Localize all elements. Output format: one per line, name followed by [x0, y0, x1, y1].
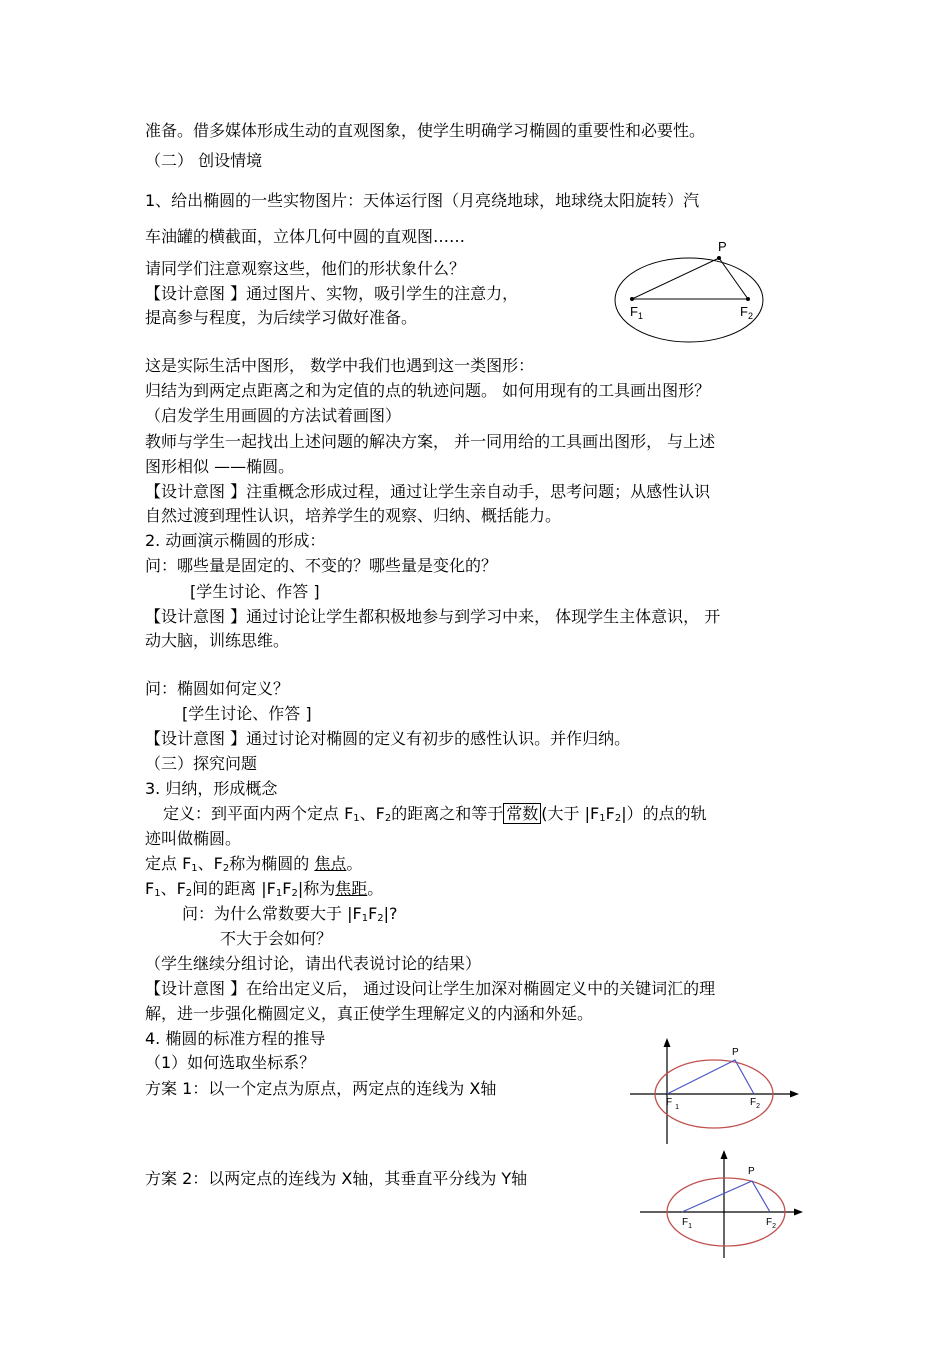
design-intent: 【设计意图 】通过图片、实物，吸引学生的注意力， [145, 284, 519, 303]
student-activity: [学生讨论、作答 ] [182, 704, 312, 723]
term-focal-distance: 焦距 [335, 879, 368, 898]
label-f1: $F_1$ [630, 304, 643, 321]
text-line: 归结为到两定点距离之和为定值的点的轨迹问题。 如何用现有的工具画出图形？ [145, 381, 711, 400]
text-line: 迹叫做椭圆。 [145, 829, 242, 848]
scheme-2: 方案 2：以两定点的连线为 X轴，其垂直平分线为 Y轴 [145, 1169, 528, 1188]
text-line: 3. 归纳，形成概念 [145, 779, 278, 798]
constant-box: 常数 [503, 803, 541, 824]
student-activity: [学生讨论、作答 ] [190, 582, 320, 601]
design-intent: 【设计意图 】通过讨论让学生都积极地参与到学习中来， 体现学生主体意识， 开 [145, 607, 721, 626]
section-heading: （二） 创设情境 [145, 151, 263, 170]
definition-line: 定义：到平面内两个定点 $F_1$、$F_2$的距离之和等于 常数 (大于 $|F_1F_2|$）的点的轨 [163, 804, 707, 824]
scheme-1: 方案 1：以一个定点为原点，两定点的连线为 X轴 [145, 1079, 497, 1098]
section-heading: （三）探究问题 [145, 754, 258, 773]
point-f2 [746, 297, 750, 301]
text-line: 1、给出椭圆的一些实物图片：天体运行图（月亮绕地球，地球绕太阳旋转）汽 [145, 191, 700, 210]
focal-distance-definition: $F_1$、$F_2$间的距离 $|F_1F_2|$称为焦距。 [145, 879, 384, 899]
text-line: （启发学生用画圆的方法试着画图） [145, 406, 402, 425]
question-line: 问：哪些量是固定的、不变的？哪些量是变化的？ [145, 556, 498, 575]
question-line: 问：椭圆如何定义？ [145, 679, 290, 698]
text-line: 4. 椭圆的标准方程的推导 [145, 1029, 326, 1048]
x-axis-arrow [790, 1091, 799, 1098]
label-p: P [748, 1166, 755, 1177]
ellipse-triangle-figure [612, 238, 782, 328]
text-line: 动大脑，训练思维。 [145, 631, 290, 650]
text-line: 提高参与程度，为后续学习做好准备。 [145, 308, 418, 327]
label-f2: $F_2$ [750, 1097, 761, 1110]
text-line: 准备。借多媒体形成生动的直观图象，使学生明确学习椭圆的重要性和必要性。 [145, 121, 706, 140]
text-line: 自然过渡到理性认识，培养学生的观察、归纳、概括能力。 [145, 506, 562, 525]
label-p: P [718, 239, 727, 254]
focus-definition: 定点 $F_1$、$F_2$称为椭圆的 焦点。 [145, 854, 363, 874]
text-line: 这是实际生活中图形， 数学中我们也遇到这一类图形： [145, 356, 535, 375]
point-f1 [630, 297, 634, 301]
coordinate-figure-scheme-2 [640, 1150, 810, 1260]
y-axis-arrow [664, 1038, 671, 1047]
focal-triangle [682, 1181, 770, 1212]
question-line: 不大于会如何？ [220, 929, 333, 948]
ellipse-outline [615, 258, 763, 342]
text-line: 教师与学生一起找出上述问题的解决方案， 并一同用给的工具画出图形， 与上述 [145, 432, 716, 451]
design-intent: 【设计意图 】在给出定义后， 通过设问让学生加深对椭圆定义中的关键词汇的理 [145, 979, 716, 998]
coordinate-figure-scheme-1 [630, 1038, 800, 1148]
design-intent: 【设计意图 】注重概念形成过程，通过让学生亲自动手，思考问题；从感性认识 [145, 482, 711, 501]
label-p: P [732, 1047, 739, 1058]
label-f2: $F_2$ [766, 1217, 777, 1230]
text-line: （学生继续分组讨论，请出代表说讨论的结果） [145, 954, 482, 973]
label-f1: $F_1$ [682, 1217, 693, 1230]
text-line: 2. 动画演示椭圆的形成： [145, 531, 326, 550]
text-line: 车油罐的横截面，立体几何中圆的直观图…… [145, 227, 466, 246]
x-axis-arrow [794, 1209, 803, 1216]
question-line: 问：为什么常数要大于 $|F_1F_2|$? [182, 904, 398, 924]
label-f2: $F_2$ [740, 304, 753, 321]
text-line: 解，进一步强化椭圆定义，真正使学生理解定义的内涵和外延。 [145, 1004, 594, 1023]
text-line: 图形相似 ——椭圆。 [145, 457, 295, 476]
label-f1: F $_1$ [666, 1097, 680, 1111]
text-line: 请同学们注意观察这些，他们的形状象什么？ [145, 259, 466, 278]
y-axis-arrow [721, 1150, 728, 1159]
point-p [717, 256, 721, 260]
term-focus: 焦点 [314, 854, 347, 873]
design-intent: 【设计意图 】通过讨论对椭圆的定义有初步的感性认识。并作归纳。 [145, 729, 631, 748]
text-line: （1）如何选取坐标系？ [145, 1053, 316, 1072]
focal-triangle [667, 1060, 754, 1094]
